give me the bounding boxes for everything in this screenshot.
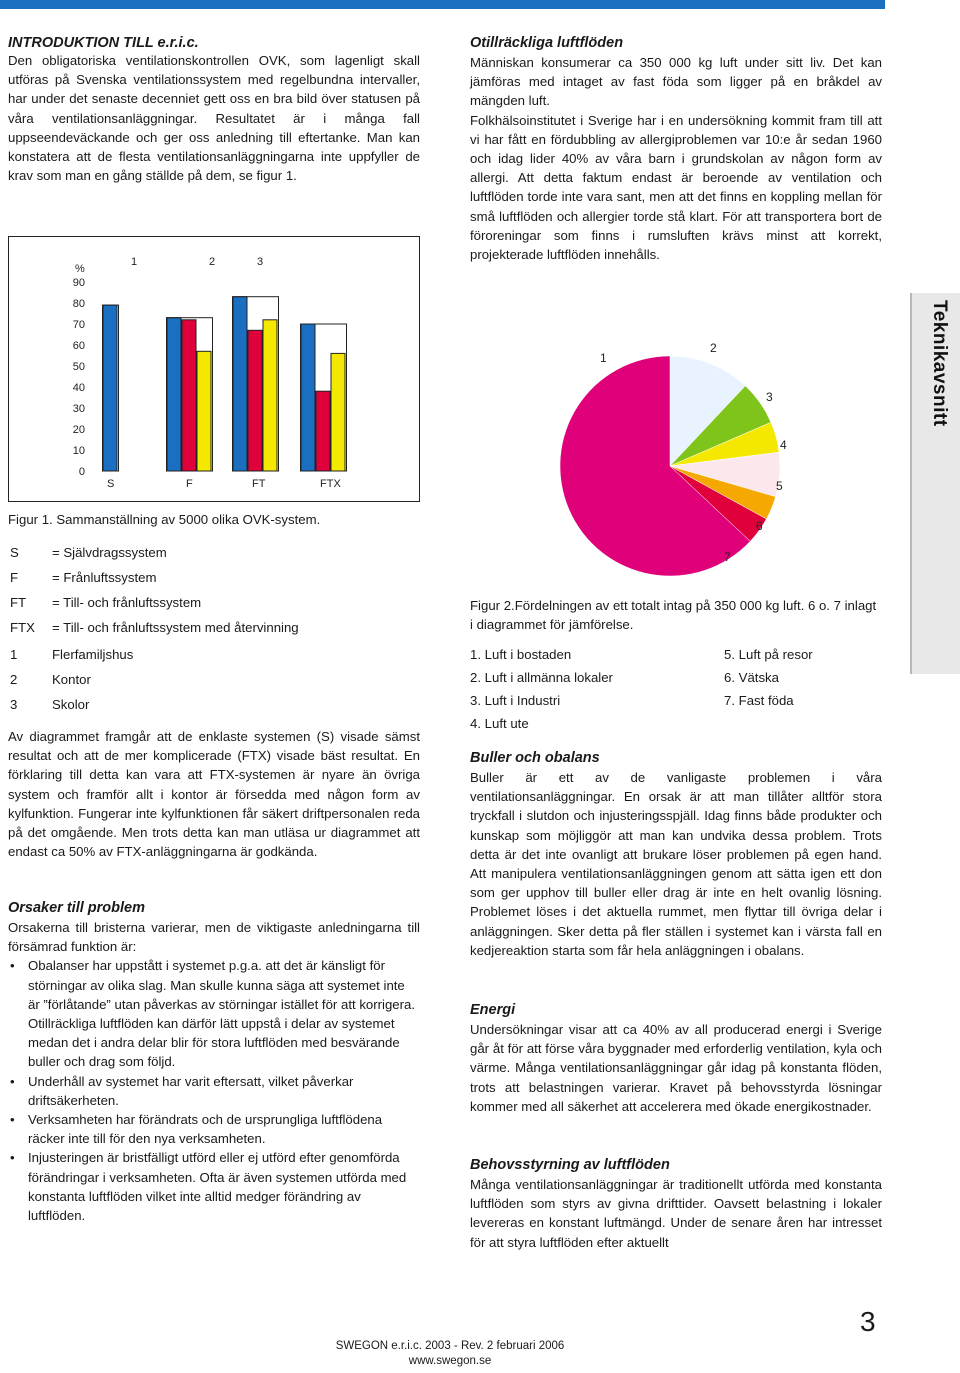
building-legend-table: [8, 641, 135, 718]
figure2-legend-col1: [470, 643, 720, 735]
top-color-bar: [0, 0, 885, 9]
bar-S-1: [103, 305, 117, 471]
intro-paragraph: Den obligatoriska ventilationskontrollen OVK, som lagenligt skall utföras på Svenska ventilationssystem med regelbundna intervaller, har under det senaste decenniet gett oss en bra bild över statusen på våra ventilationsanläggningar. Resultatet är i många fall uppseendeväckande och ger oss anledning till eftertanke. Man kan konstatera att de flesta ventilationsanläggningarna inte uppfyller de krav som man en gång ställde på dem, se figur 1.: [8, 53, 420, 184]
system-abbr: FTX: [10, 620, 35, 635]
y-tick-label: 0: [78, 466, 85, 478]
bar-FT-2: [248, 330, 262, 471]
demand-section: [470, 1157, 882, 1252]
system-abbr: FT: [10, 595, 27, 610]
causes-title: Orsaker till problem: [8, 900, 145, 916]
building-num: 3: [10, 697, 18, 712]
building-num: 1: [10, 647, 18, 662]
y-tick-label: 40: [72, 382, 85, 394]
figure2-caption: Figur 2.Fördelningen av ett totalt intag på 350 000 kg luft. 6 o. 7 inlagt i diagrammet för jämförelse.: [470, 598, 877, 633]
x-tick-label: F: [186, 478, 193, 490]
system-legend-row: [10, 591, 299, 614]
causes-bullet: • Underhåll av systemet har varit eftersatt, vilket påverkar driftsäkerheten.: [8, 1072, 420, 1110]
airflow-paragraph-1: Människan konsumerar ca 350 000 kg luft under sitt liv. Det kan jämföras med intaget av fast föda som ligger på en bråkdel av mängden luft.: [470, 55, 882, 109]
pie-label: 4: [780, 438, 787, 452]
y-axis-label: %: [75, 263, 85, 275]
pie-label: 6: [756, 519, 763, 533]
footer-company: SWEGON e.r.i.c. 2003 - Rev. 2 februari 2006: [335, 1340, 565, 1352]
analysis-paragraph: Av diagrammet framgår att de enklaste systemen (S) visade sämst resultat och att de mer komplicerade (FTX) visade bäst resultat. En förklaring till detta kan vara att FTX-systemen är nyare än övriga system och framför allt i kontor är försedda med någon form av kylfunktion. Fungerar inte kylfunktionen får säkert driftpersonalen reda på det omgående. Men trots detta kan man utläsa ur diagrammet att endast ca 50% av FTX-anläggningarna är godkända.: [8, 729, 420, 860]
y-tick-label: 90: [72, 277, 85, 289]
pie-label: 1: [600, 351, 607, 365]
system-abbr: F: [10, 570, 19, 585]
system-desc: = Självdragssystem: [52, 545, 167, 560]
y-tick-label: 50: [72, 361, 85, 373]
pie-legend-item: 7. Fast föda: [724, 693, 794, 708]
y-tick-label: 60: [72, 340, 85, 352]
pie-label: 3: [766, 390, 773, 404]
system-desc: = Till- och frånluftssystem: [52, 595, 202, 610]
system-desc: = Frånluftssystem: [52, 570, 157, 585]
noise-section: [470, 750, 882, 960]
bar-FTX-3: [331, 353, 345, 471]
bar-FTX-2: [316, 391, 330, 471]
airflow-title: Otillräckliga luftflöden: [470, 35, 624, 51]
demand-title: Behovsstyrning av luftflöden: [470, 1157, 670, 1173]
page-footer: [300, 1339, 600, 1369]
pie-legend-item: 5. Luft på resor: [724, 647, 813, 662]
building-legend-row: [10, 693, 133, 716]
intro-section: [8, 35, 420, 185]
causes-section: [8, 900, 420, 1225]
figure1-bar-chart: [8, 236, 420, 502]
pie-legend-item: 4. Luft ute: [470, 716, 529, 731]
energy-paragraph: Undersökningar visar att ca 40% av all producerad energi i Sverige går åt för att förse våra byggnader med erforderlig ventilation, kyla och värme. Många ventilationsanläggningar går idag på konstanta flöden, trots att belastningen varierar. Kravet på behovsstyrda lösningar kommer med all säkerhet att accelerera med ökade energikostnader.: [470, 1022, 882, 1114]
x-tick-label: FT: [252, 478, 266, 490]
y-tick-label: 30: [72, 403, 85, 415]
energy-section: [470, 1002, 882, 1116]
figure1-caption: Figur 1. Sammanställning av 5000 olika OVK-system.: [8, 512, 321, 527]
pie-label: 2: [710, 341, 717, 355]
analysis-section: [8, 727, 420, 861]
pie-legend-item: 1. Luft i bostaden: [470, 647, 572, 662]
bar-chart-svg: [9, 237, 419, 501]
series-label: 1: [131, 256, 138, 268]
page-number: 3: [860, 1306, 876, 1337]
x-tick-label: S: [107, 478, 115, 490]
demand-paragraph: Många ventilationsanläggningar är traditionellt utförda med konstanta luftflöden som styrs av givna drifttider. Oavsett belastning i lokaler levereras en konstant luftmängd. Under de senare åren har intresset för att styra luftflöden efter aktuellt: [470, 1177, 882, 1250]
causes-intro: Orsakerna till bristerna varierar, men de viktigaste anledningarna till försämrad funktion är:: [8, 920, 420, 955]
system-desc: = Till- och frånluftssystem med återvinning: [52, 620, 299, 635]
building-desc: Skolor: [52, 697, 90, 712]
figure2-pie-chart: [470, 316, 882, 586]
y-tick-label: 10: [72, 445, 85, 457]
figure1-caption-block: [8, 510, 420, 529]
pie-legend-item: 6. Vätska: [724, 670, 779, 685]
causes-bullet: • Verksamheten har förändrats och de ursprungliga luftflödena räcker inte till för den nya verksamheten.: [8, 1110, 420, 1148]
building-num: 2: [10, 672, 18, 687]
y-tick-label: 20: [72, 424, 85, 436]
pie-legend-item: 3. Luft i Industri: [470, 693, 561, 708]
pie-chart-svg: [470, 316, 882, 586]
causes-list: [8, 956, 420, 1225]
x-tick-label: FTX: [320, 478, 341, 490]
bar-F-2: [182, 320, 196, 471]
y-tick-label: 80: [72, 298, 85, 310]
system-legend-row: [10, 616, 299, 639]
bar-FT-3: [263, 320, 277, 471]
energy-title: Energi: [470, 1002, 516, 1018]
bar-F-1: [167, 318, 181, 471]
system-legend-row: [10, 566, 299, 589]
airflow-section: [470, 35, 882, 264]
y-tick-label: 70: [72, 319, 85, 331]
bar-FT-1: [233, 297, 247, 471]
building-legend-row: [10, 668, 133, 691]
pie-label: 5: [776, 479, 783, 493]
figure2-legend-col2: [724, 643, 874, 712]
intro-title: INTRODUKTION TILL e.r.i.c.: [8, 35, 199, 51]
series-label: 3: [257, 256, 264, 268]
system-abbr: S: [10, 545, 19, 560]
bar-FTX-1: [301, 324, 315, 471]
noise-paragraph: Buller är ett av de vanligaste problemen i våra ventilationsanläggningar. En orsak är att man tillåter alltför stora tryckfall i slutdon och injusteringsspjäll. Idag finns både produkter och kunskap som möjliggör att man kan undvika dessa problem. Trots detta är det inte ovanligt att brukare löser problemen på egen hand. Att manipulera ventilationsanläggningen genom att sätta igen ett don som ger upphov till buller eller drag är inte en helt ovanlig lösning. Problemet löses i det aktuella rummet, men flyttar till övriga delar i anläggningen. Sker detta på fler ställen i systemet kan i värsta fall en kedjereaktion starta som får hela anläggningen i obalans.: [470, 770, 882, 958]
series-label: 2: [209, 256, 216, 268]
noise-title: Buller och obalans: [470, 750, 600, 766]
causes-bullet: • Obalanser har uppstått i systemet p.g.a. att det är känsligt för störningar av olika slag. Man skulle kunna säga att systemet inte är ”förlåtande” utan påverkas av störningar istället för att korrigera. Otillräckliga luftflöden kan därför lätt uppstå i delar av systemet medan det i andra delar blir för stora luftflöden med besvärande buller och drag som följd.: [8, 956, 420, 1071]
building-legend-row: [10, 643, 133, 666]
causes-bullet: • Injusteringen är bristfälligt utförd eller ej utförd efter genomförda förändringar i verksamheten. Ofta är även systemen utförda med konstanta luftflöden vilket inte alltid medger förändring av luftflöden.: [8, 1148, 420, 1225]
pie-legend-item: 2. Luft i allmänna lokaler: [470, 670, 613, 685]
footer-website: www.swegon.se: [408, 1355, 492, 1367]
figure1-legend: [8, 539, 420, 641]
building-desc: Kontor: [52, 672, 91, 687]
bar-F-3: [197, 351, 211, 471]
side-tab-label: Teknikavsnitt: [929, 300, 950, 427]
building-desc: Flerfamiljshus: [52, 647, 134, 662]
airflow-paragraph-2: Folkhälsoinstitutet i Sverige har i en undersökning kommit fram till att vi har fått en fördubbling av allergiproblemen var 10:e år sedan 1960 och idag lider 40% av våra barn i grundskolan av någon form av allergi. Att detta faktum endast är beroende av ventilation och luftflöden torde inte vara sant, men att det finns en koppling mellan för små luftflöden och allergier torde stå klart. För att transportera bort de föroreningar som finns i rumsluften krävs minst att korrekt, projekterade luftflöden innehålls.: [470, 112, 882, 263]
pie-label: 7: [724, 550, 731, 564]
building-legend: [8, 641, 420, 718]
system-legend-row: [10, 541, 299, 564]
system-legend-table: [8, 539, 301, 641]
